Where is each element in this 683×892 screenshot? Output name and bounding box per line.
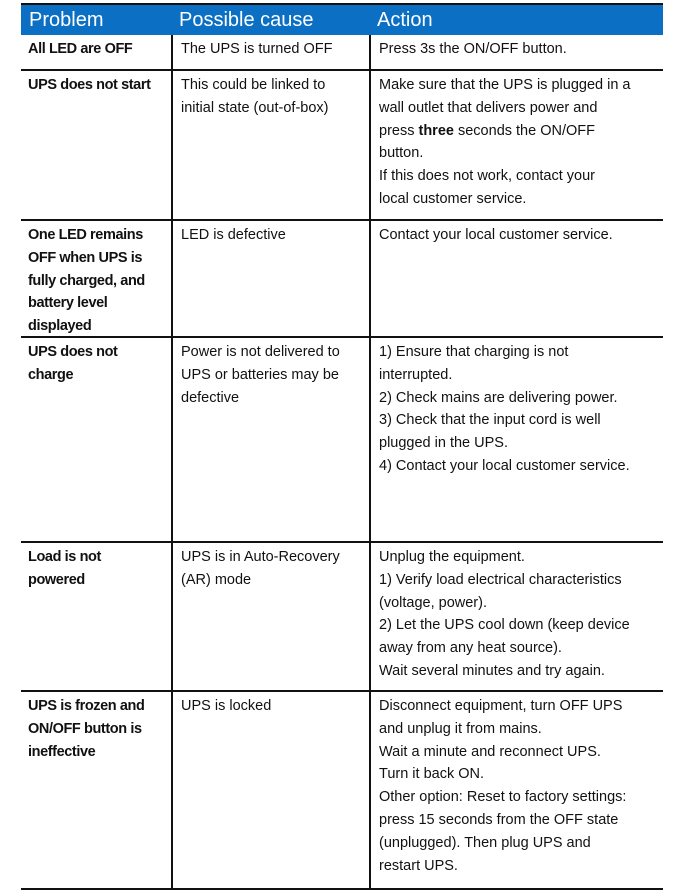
cause-cell [171, 543, 369, 690]
action-text: If this does not work, contact your [379, 168, 595, 185]
problem-cell [21, 692, 171, 888]
cause-text: The UPS is turned OFF [181, 41, 333, 57]
action-text: 2) Let the UPS cool down (keep device [379, 617, 630, 634]
problem-text: All LED are OFF [28, 41, 133, 57]
problem-text: fully charged, and [28, 272, 145, 289]
cause-text: defective [181, 389, 240, 406]
problem-text: battery level [28, 295, 108, 312]
cause-cell [171, 221, 369, 336]
action-text: 1) Verify load electrical characteristics [379, 571, 622, 588]
action-text: 2) Check mains are delivering power. [379, 389, 618, 406]
action-text: Wait several minutes and try again. [379, 662, 605, 679]
action-text-post: seconds the ON/OFF [453, 122, 595, 139]
cause-cell [171, 692, 369, 888]
action-cell [369, 338, 663, 541]
table-row [21, 338, 663, 543]
action-text: button. [379, 145, 424, 162]
action-text: 4) Contact your local customer service. [379, 457, 630, 474]
action-text: interrupted. [379, 366, 453, 383]
action-text: Unplug the equipment. [379, 549, 525, 565]
cause-text: LED is defective [181, 227, 286, 243]
action-text: restart UPS. [379, 857, 458, 874]
action-text [379, 120, 656, 143]
table-row [21, 71, 663, 221]
cause-text: initial state (out-of-box) [181, 99, 329, 116]
cause-cell [171, 71, 369, 219]
cause-text: Power is not delivered to [181, 344, 340, 360]
action-text: 1) Ensure that charging is not [379, 344, 569, 360]
table-row [21, 35, 663, 71]
action-text: local customer service. [379, 190, 527, 207]
problem-cell [21, 221, 171, 336]
cause-text: This could be linked to [181, 77, 326, 93]
cause-text: (AR) mode [181, 571, 252, 588]
action-cell [369, 35, 663, 69]
problem-text: One LED remains [28, 227, 143, 243]
cause-cell [171, 35, 369, 69]
action-text-pre: press [379, 122, 419, 139]
action-text: press 15 seconds from the OFF state [379, 811, 619, 828]
action-text: 3) Check that the input cord is well [379, 412, 601, 429]
problem-text: ON/OFF button is [28, 720, 142, 737]
action-text: plugged in the UPS. [379, 435, 508, 452]
action-text: Contact your local customer service. [379, 227, 613, 243]
action-text: (voltage, power). [379, 594, 487, 611]
problem-cell [21, 543, 171, 690]
action-text: Make sure that the UPS is plugged in a [379, 77, 631, 93]
problem-cell [21, 338, 171, 541]
problem-text: UPS does not start [28, 77, 151, 93]
action-text: Disconnect equipment, turn OFF UPS [379, 698, 623, 714]
table-header [21, 3, 663, 35]
action-text: Press 3s the ON/OFF button. [379, 41, 567, 57]
action-text: Turn it back ON. [379, 766, 485, 783]
cause-text: UPS is locked [181, 698, 272, 714]
problem-cell [21, 71, 171, 219]
table-row [21, 692, 663, 890]
action-text: and unplug it from mains. [379, 720, 542, 737]
action-cell [369, 543, 663, 690]
problem-text: displayed [28, 318, 92, 335]
problem-text: UPS does not [28, 344, 118, 360]
cause-text: UPS is in Auto-Recovery [181, 549, 340, 565]
action-text: Wait a minute and reconnect UPS. [379, 743, 601, 760]
action-cell [369, 71, 663, 219]
problem-text: powered [28, 571, 85, 588]
table-row [21, 221, 663, 338]
cause-text: UPS or batteries may be [181, 366, 339, 383]
table-row [21, 543, 663, 692]
action-cell [369, 692, 663, 888]
action-text: wall outlet that delivers power and [379, 99, 598, 116]
action-cell [369, 221, 663, 336]
header-problem: Problem [29, 9, 104, 31]
emphasis-three: three [418, 122, 454, 139]
problem-text: ineffective [28, 743, 96, 760]
cause-cell [171, 338, 369, 541]
problem-cell [21, 35, 171, 69]
problem-text: UPS is frozen and [28, 698, 145, 714]
action-text: (unplugged). Then plug UPS and [379, 834, 591, 851]
action-text: away from any heat source). [379, 640, 562, 657]
troubleshooting-table [21, 3, 663, 890]
problem-text: OFF when UPS is [28, 249, 143, 266]
header-action: Action [377, 9, 433, 31]
header-possible-cause: Possible cause [179, 9, 314, 31]
action-text: Other option: Reset to factory settings: [379, 789, 627, 806]
problem-text: Load is not [28, 549, 101, 565]
problem-text: charge [28, 366, 74, 383]
